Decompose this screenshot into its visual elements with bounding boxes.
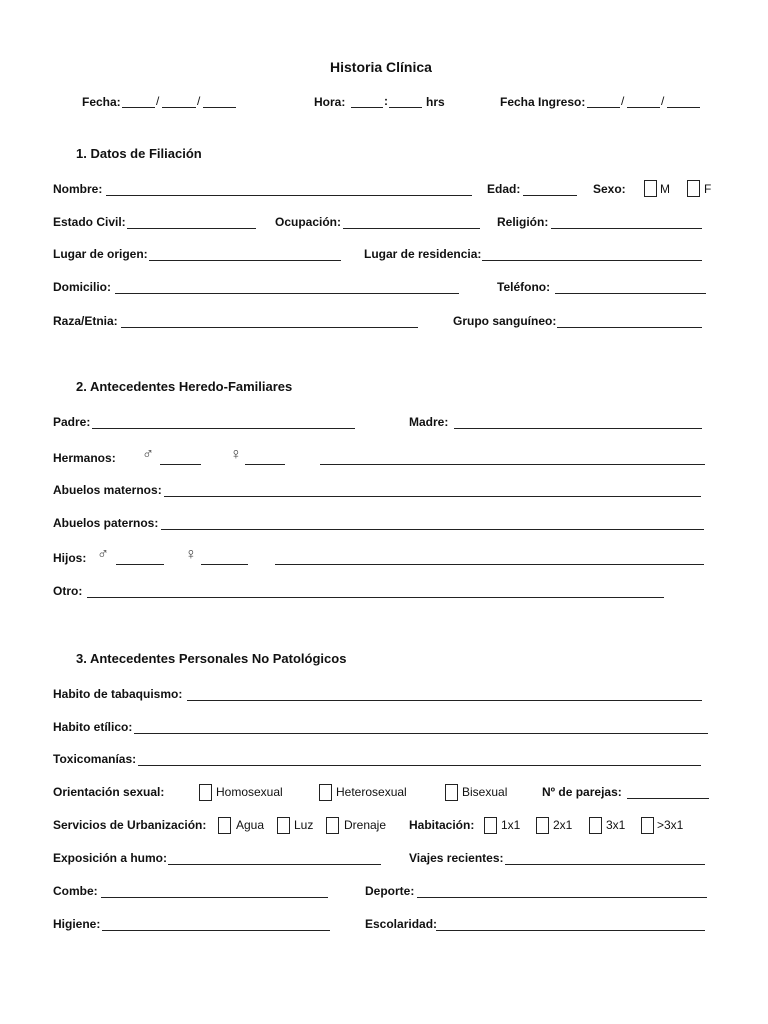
habitacion-label: Habitación: bbox=[409, 818, 475, 832]
otro-label: Otro: bbox=[53, 584, 83, 598]
drenaje-label: Drenaje bbox=[344, 818, 387, 832]
etilico-field[interactable] bbox=[134, 733, 708, 734]
religion-label: Religión: bbox=[497, 215, 549, 229]
agua-label: Agua bbox=[236, 818, 265, 832]
madre-field[interactable] bbox=[454, 428, 702, 429]
fecha-slash: / bbox=[197, 94, 201, 108]
deporte-field[interactable] bbox=[417, 897, 707, 898]
estado-civil-label: Estado Civil: bbox=[53, 215, 126, 229]
edad-label: Edad: bbox=[487, 182, 521, 196]
fecha-ingreso-slash: / bbox=[621, 94, 625, 108]
sexo-f-checkbox[interactable] bbox=[687, 180, 700, 197]
abuelos-paternos-field[interactable] bbox=[161, 529, 704, 530]
hermanos-label: Hermanos: bbox=[53, 451, 116, 465]
fecha-day-field[interactable] bbox=[122, 107, 155, 108]
exposicion-humo-label: Exposición a humo: bbox=[53, 851, 168, 865]
parejas-field[interactable] bbox=[627, 798, 709, 799]
edad-field[interactable] bbox=[523, 195, 577, 196]
ocupacion-field[interactable] bbox=[343, 228, 480, 229]
homosexual-label: Homosexual bbox=[216, 785, 283, 799]
raza-etnia-field[interactable] bbox=[121, 327, 418, 328]
nombre-label: Nombre: bbox=[53, 182, 103, 196]
grupo-sanguineo-field[interactable] bbox=[557, 327, 702, 328]
higiene-field[interactable] bbox=[102, 930, 330, 931]
viajes-field[interactable] bbox=[505, 864, 705, 865]
combe-label: Combe: bbox=[53, 884, 98, 898]
orientacion-sexual-label: Orientación sexual: bbox=[53, 785, 165, 799]
hrs-label: hrs bbox=[426, 95, 445, 109]
habitacion-gt3x1-label: >3x1 bbox=[657, 818, 684, 832]
otro-field[interactable] bbox=[87, 597, 664, 598]
habitacion-1x1-label: 1x1 bbox=[501, 818, 521, 832]
female-icon: ♀ bbox=[230, 446, 242, 463]
section-1-heading: 1. Datos de Filiación bbox=[76, 146, 202, 161]
hora-label: Hora: bbox=[314, 95, 346, 109]
fecha-year-field[interactable] bbox=[203, 107, 236, 108]
fecha-slash: / bbox=[156, 94, 160, 108]
page-title: Historia Clínica bbox=[330, 59, 432, 75]
telefono-label: Teléfono: bbox=[497, 280, 551, 294]
habitacion-1x1-checkbox[interactable] bbox=[484, 817, 497, 834]
habitacion-3x1-checkbox[interactable] bbox=[589, 817, 602, 834]
tabaquismo-label: Habito de tabaquismo: bbox=[53, 687, 183, 701]
sexo-m-label: M bbox=[660, 182, 670, 196]
toxicomanias-field[interactable] bbox=[138, 765, 701, 766]
hijos-female-field[interactable] bbox=[201, 564, 248, 565]
male-icon: ♂ bbox=[97, 546, 109, 563]
deporte-label: Deporte: bbox=[365, 884, 415, 898]
habitacion-3x1-label: 3x1 bbox=[606, 818, 626, 832]
higiene-label: Higiene: bbox=[53, 917, 101, 931]
sexo-label: Sexo: bbox=[593, 182, 626, 196]
fecha-ingreso-label: Fecha Ingreso: bbox=[500, 95, 586, 109]
nombre-field[interactable] bbox=[106, 195, 472, 196]
sexo-f-label: F bbox=[704, 182, 712, 196]
hora-separator: : bbox=[384, 94, 388, 108]
drenaje-checkbox[interactable] bbox=[326, 817, 339, 834]
hora-minutes-field[interactable] bbox=[389, 107, 422, 108]
fecha-label: Fecha: bbox=[82, 95, 121, 109]
hermanos-detail-field[interactable] bbox=[320, 464, 705, 465]
hijos-label: Hijos: bbox=[53, 551, 87, 565]
parejas-label: Nº de parejas: bbox=[542, 785, 622, 799]
abuelos-paternos-label: Abuelos paternos: bbox=[53, 516, 159, 530]
hora-hours-field[interactable] bbox=[351, 107, 383, 108]
heterosexual-label: Heterosexual bbox=[336, 785, 407, 799]
lugar-residencia-label: Lugar de residencia: bbox=[364, 247, 482, 261]
hermanos-female-field[interactable] bbox=[245, 464, 285, 465]
abuelos-maternos-field[interactable] bbox=[164, 496, 701, 497]
ocupacion-label: Ocupación: bbox=[275, 215, 342, 229]
habitacion-2x1-label: 2x1 bbox=[553, 818, 573, 832]
fecha-ingreso-month-field[interactable] bbox=[627, 107, 660, 108]
combe-field[interactable] bbox=[101, 897, 328, 898]
female-icon: ♀ bbox=[185, 546, 197, 563]
male-icon: ♂ bbox=[142, 446, 154, 463]
domicilio-label: Domicilio: bbox=[53, 280, 112, 294]
telefono-field[interactable] bbox=[555, 293, 706, 294]
servicios-label: Servicios de Urbanización: bbox=[53, 818, 207, 832]
section-2-heading: 2. Antecedentes Heredo-Familiares bbox=[76, 379, 293, 394]
exposicion-humo-field[interactable] bbox=[168, 864, 381, 865]
bisexual-label: Bisexual bbox=[462, 785, 508, 799]
homosexual-checkbox[interactable] bbox=[199, 784, 212, 801]
escolaridad-label: Escolaridad: bbox=[365, 917, 438, 931]
tabaquismo-field[interactable] bbox=[187, 700, 702, 701]
hijos-male-field[interactable] bbox=[116, 564, 164, 565]
lugar-origen-label: Lugar de origen: bbox=[53, 247, 148, 261]
domicilio-field[interactable] bbox=[115, 293, 459, 294]
escolaridad-field[interactable] bbox=[436, 930, 705, 931]
padre-label: Padre: bbox=[53, 415, 91, 429]
hermanos-male-field[interactable] bbox=[160, 464, 201, 465]
etilico-label: Habito etílico: bbox=[53, 720, 133, 734]
estado-civil-field[interactable] bbox=[127, 228, 256, 229]
fecha-month-field[interactable] bbox=[162, 107, 196, 108]
grupo-sanguineo-label: Grupo sanguíneo: bbox=[453, 314, 557, 328]
religion-field[interactable] bbox=[551, 228, 702, 229]
hijos-detail-field[interactable] bbox=[275, 564, 704, 565]
heterosexual-checkbox[interactable] bbox=[319, 784, 332, 801]
fecha-ingreso-year-field[interactable] bbox=[667, 107, 700, 108]
fecha-ingreso-day-field[interactable] bbox=[587, 107, 620, 108]
agua-checkbox[interactable] bbox=[218, 817, 231, 834]
section-3-heading: 3. Antecedentes Personales No Patológicos bbox=[76, 651, 347, 666]
padre-field[interactable] bbox=[92, 428, 355, 429]
abuelos-maternos-label: Abuelos maternos: bbox=[53, 483, 162, 497]
fecha-ingreso-slash: / bbox=[661, 94, 665, 108]
luz-checkbox[interactable] bbox=[277, 817, 290, 834]
madre-label: Madre: bbox=[409, 415, 449, 429]
sexo-m-checkbox[interactable] bbox=[644, 180, 657, 197]
habitacion-gt3x1-checkbox[interactable] bbox=[641, 817, 654, 834]
luz-label: Luz bbox=[294, 818, 314, 832]
raza-etnia-label: Raza/Etnia: bbox=[53, 314, 118, 328]
toxicomanias-label: Toxicomanías: bbox=[53, 752, 137, 766]
lugar-residencia-field[interactable] bbox=[482, 260, 702, 261]
viajes-label: Viajes recientes: bbox=[409, 851, 504, 865]
habitacion-2x1-checkbox[interactable] bbox=[536, 817, 549, 834]
lugar-origen-field[interactable] bbox=[149, 260, 341, 261]
bisexual-checkbox[interactable] bbox=[445, 784, 458, 801]
